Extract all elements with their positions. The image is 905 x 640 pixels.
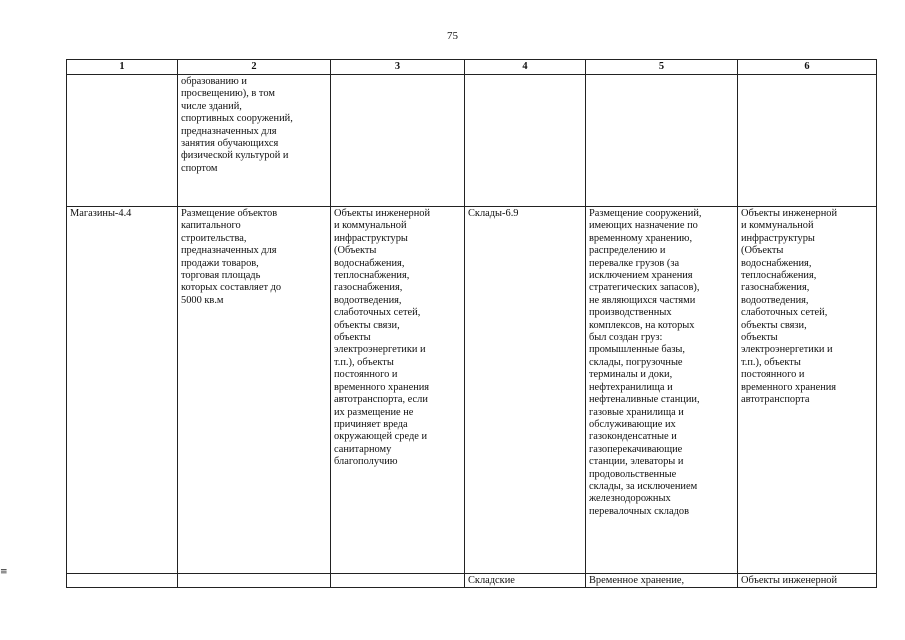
table-row xyxy=(67,574,877,588)
column-header-5: 5 xyxy=(586,60,738,75)
column-header-6: 6 xyxy=(738,60,877,75)
table-row xyxy=(67,75,877,207)
table-cell xyxy=(331,574,465,588)
table-row xyxy=(67,207,877,574)
table-cell: Размещение сооружений, имеющих назначение по временному хранению, распределению и перевалке грузов (за исключением хранения стратегических запасов), не являющихся частями производственных комплексов, на которых был создан груз: промышленные базы, склады, погрузочные терминалы и доки, нефтехранилища и нефтеналивные станции, газовые хранилища и обслуживающие их газоконденсатные и газоперекачивающие станции, элеваторы и продовольственные склады, за исключением железнодорожных перевалочных складов xyxy=(586,207,738,574)
table-cell: Объекты инженерной и коммунальной инфраструктуры (Объекты водоснабжения, теплоснабжения, газоснабжения, водоотведения, слаботочных сетей, объекты связи, объекты электроэнергетики и т.п.), объекты постоянного и временного хранения автотранспорта xyxy=(738,207,877,574)
table-cell xyxy=(586,75,738,207)
table-cell xyxy=(67,75,178,207)
table-cell xyxy=(67,574,178,588)
column-header-4: 4 xyxy=(465,60,586,75)
table-cell: Склады-6.9 xyxy=(465,207,586,574)
table-cell: Размещение объектов капитального строительства, предназначенных для продажи товаров, торговая площадь которых составляет до 5000 кв.м xyxy=(178,207,331,574)
table-cell: Складские xyxy=(465,574,586,588)
table-cell xyxy=(178,574,331,588)
column-header-2: 2 xyxy=(178,60,331,75)
table-header-row xyxy=(67,60,877,75)
zoning-table xyxy=(66,59,877,588)
table-cell: Временное хранение, xyxy=(586,574,738,588)
table-cell: Объекты инженерной и коммунальной инфраструктуры (Объекты водоснабжения, теплоснабжения, газоснабжения, водоотведения, слаботочных сетей, объекты связи, объекты электроэнергетики и т.п.), объекты постоянного и временного хранения автотранспорта, если их размещение не причиняет вреда окружающей среде и санитарному благополучию xyxy=(331,207,465,574)
table-cell: Магазины-4.4 xyxy=(67,207,178,574)
table-cell xyxy=(465,75,586,207)
table-cell xyxy=(331,75,465,207)
table-cell xyxy=(738,75,877,207)
column-header-1: 1 xyxy=(67,60,178,75)
table-cell: образованию и просвещению), в том числе зданий, спортивных сооружений, предназначенных для занятия обучающихся физической культурой и спортом xyxy=(178,75,331,207)
page-number: 75 xyxy=(447,30,458,42)
margin-mark: ≡ xyxy=(0,567,8,577)
column-header-3: 3 xyxy=(331,60,465,75)
table-cell: Объекты инженерной xyxy=(738,574,877,588)
